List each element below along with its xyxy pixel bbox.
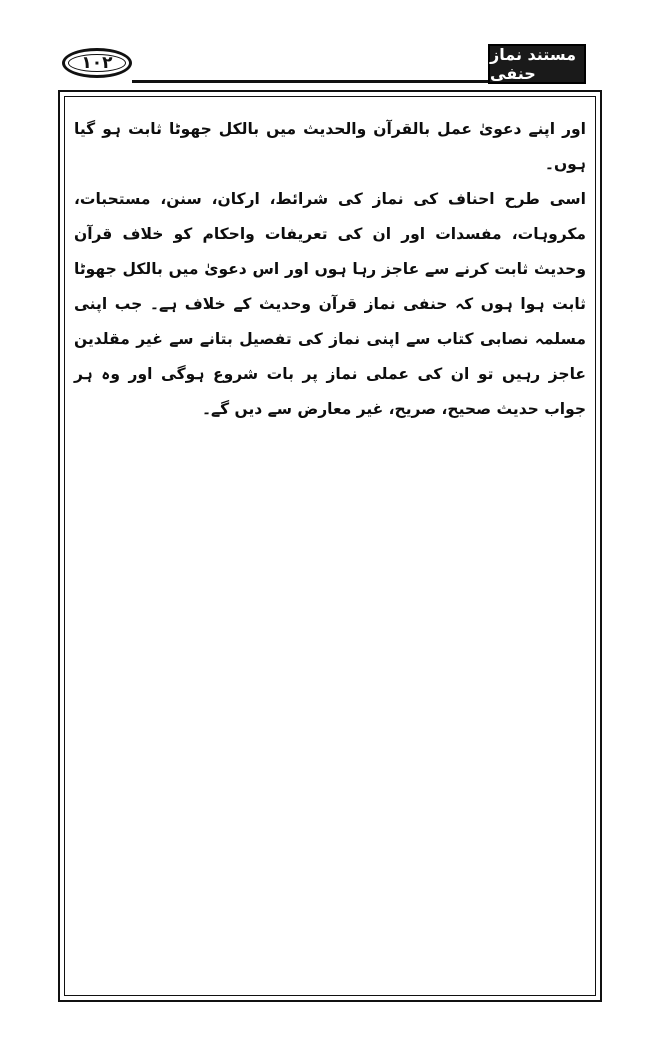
paragraph-1: اور اپنے دعویٰ عمل بالقرآن والحدیث میں بالکل جھوٹا ثابت ہو گیا ہوں۔	[74, 120, 586, 173]
body-text	[74, 112, 586, 427]
page-number-text: ١٠٢	[81, 53, 113, 73]
header-rule	[132, 80, 488, 83]
paragraph-2: اسی طرح احناف کی نماز کی شرائط، ارکان، سنن، مستحبات، مکروہات، مفسدات اور ان کی تعریفات واحکام کو خلاف قرآن وحدیث ثابت کرنے سے عاجز رہا ہوں اور اس دعویٰ میں بالکل جھوٹا ثابت ہوا ہوں کہ حنفی نماز قرآن وحدیث کے خلاف ہے۔ جب اپنی مسلمہ نصابی کتاب سے اپنی نماز کی تفصیل بتانے سے غیر مقلدین عاجز رہیں تو ان کی عملی نماز پر بات شروع ہوگی اور وہ ہر جواب حدیث صحیح، صریح، غیر معارض سے دیں گے۔	[74, 190, 586, 418]
book-title-text: مستند نماز حنفی	[490, 45, 577, 83]
page-border-frame	[58, 90, 602, 1002]
page-number	[62, 48, 132, 78]
running-header-title	[488, 44, 586, 84]
